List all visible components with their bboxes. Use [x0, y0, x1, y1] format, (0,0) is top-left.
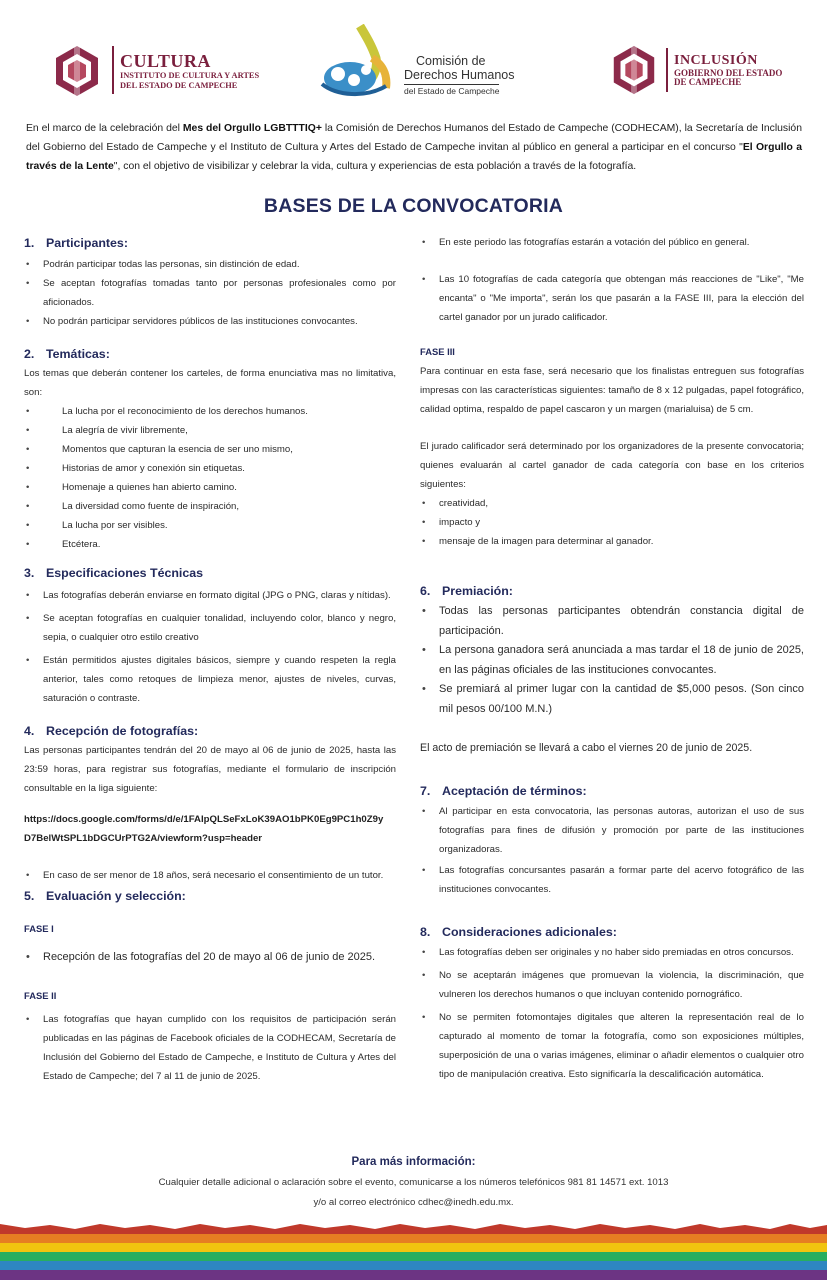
right-column [420, 233, 804, 1084]
section-1-title: Participantes: [46, 236, 128, 250]
list-item: • Todas las personas participantes obtendrán constancia digital de participación. [420, 602, 804, 641]
section-7-heading [420, 782, 804, 800]
fase-2-list [24, 1010, 396, 1086]
list-item: • Etcétera. [24, 535, 396, 554]
footer [0, 1153, 827, 1212]
cultura-title: CULTURA [120, 51, 211, 71]
list-item: • Las fotografías deben ser originales y no haber sido premiadas en otros concursos. [420, 943, 804, 962]
section-4-text: Las personas participantes tendrán del 20 de mayo al 06 de junio de 2025, hasta las 23:59 horas, para registrar sus fotografías, mediante el formulario de inscripción consultable en la liga siguiente: [24, 745, 396, 794]
section-2-intro: Los temas que deberán contener los carteles, de forma enunciativa mas no limitativa, son: [24, 368, 396, 398]
section-4-list [24, 866, 396, 885]
list-item: • impacto y [420, 513, 804, 532]
list-item: • Historias de amor y conexión sin etiquetas. [24, 459, 396, 478]
list-item: • No podrán participar servidores públicos de las instituciones convocantes. [24, 312, 396, 331]
registration-link-line2[interactable]: D7BelWtSPL1bDGCUrPTG2A/viewform?usp=header [24, 833, 263, 844]
inclusion-line2: DE CAMPECHE [674, 77, 742, 87]
section-3-number: 3. [24, 566, 35, 580]
list-item: • La lucha por ser visibles. [24, 516, 396, 535]
left-column [24, 234, 396, 1086]
rainbow-stripe-blue [0, 1261, 827, 1270]
jurado-text: El jurado calificador será determinado por los organizadores de la presente convocatoria; quienes evaluarán al cartel ganador de cada categoría con base en los criterios siguientes: [420, 441, 804, 490]
section-6-text: El acto de premiación se llevará a cabo el viernes 20 de junio de 2025. [420, 742, 753, 754]
intro-paragraph [26, 119, 802, 176]
footer-line-2: y/o al correo electrónico cdhec@inedh.edu.mx. [313, 1197, 514, 1208]
section-4-number: 4. [24, 724, 35, 738]
section-1-list [24, 255, 396, 331]
list-item: • En caso de ser menor de 18 años, será necesario el consentimiento de un tutor. [24, 866, 396, 885]
rainbow-stripe-purple [0, 1270, 827, 1280]
cultura-logo [50, 44, 270, 98]
list-item: • Homenaje a quienes han abierto camino. [24, 478, 396, 497]
codhecam-line2: Derechos Humanos [404, 68, 515, 82]
section-4-title: Recepción de fotografías: [46, 724, 199, 738]
rainbow-banner [0, 1224, 827, 1280]
section-5-title: Evaluación y selección: [46, 889, 186, 903]
list-item: • Las 10 fotografías de cada categoría que obtengan más reacciones de "Like", "Me encanta" o "Me importa", serán los que pasarán a la FASE III, para la elección del cartel ganador por un jurado calificador. [420, 270, 804, 327]
fase-3-label: FASE III [420, 346, 455, 357]
section-4-heading [24, 722, 396, 740]
fase-1-list [24, 948, 396, 968]
codhecam-logo [316, 24, 516, 100]
section-6-heading [420, 582, 804, 600]
section-5-heading [24, 887, 396, 905]
rainbow-stripe-yellow [0, 1243, 827, 1252]
rainbow-stripe-green [0, 1252, 827, 1261]
list-item: • La diversidad como fuente de inspiración, [24, 497, 396, 516]
list-item: • Las fotografías deberán enviarse en formato digital (JPG o PNG, claras y nítidas). [24, 586, 396, 605]
cultura-line2: DEL ESTADO DE CAMPECHE [120, 81, 238, 90]
registration-link[interactable] [24, 810, 396, 848]
section-8-title: Consideraciones adicionales: [442, 925, 617, 939]
list-item: • Recepción de las fotografías del 20 de mayo al 06 de junio de 2025. [24, 948, 396, 968]
cultura-emblem-icon [50, 44, 104, 98]
section-1-number: 1. [24, 236, 35, 250]
section-6-number: 6. [420, 584, 431, 598]
fase-1-label: FASE I [24, 923, 54, 934]
list-item: • Las fotografías concursantes pasarán a formar parte del acervo fotográfico de las instituciones convocantes. [420, 861, 804, 899]
section-3-list [24, 586, 396, 708]
section-6-list [420, 602, 804, 719]
inclusion-emblem-icon [608, 44, 660, 96]
section-2-number: 2. [24, 347, 35, 361]
inclusion-line1: GOBIERNO DEL ESTADO [674, 68, 783, 78]
list-item: • Se aceptan fotografías tomadas tanto por personas profesionales como por aficionados. [24, 274, 396, 312]
codhecam-line3: del Estado de Campeche [404, 86, 500, 96]
section-2-list [24, 402, 396, 554]
footer-line-1: Cualquier detalle adicional o aclaración sobre el evento, comunicarse a los números telefónicos 981 81 14571 ext. 1013 [158, 1177, 669, 1188]
list-item: • Al participar en esta convocatoria, las personas autoras, autorizan el uso de sus fotografías para fines de difusión y promoción por parte de las instituciones organizadoras. [420, 802, 804, 859]
registration-link-line1[interactable]: https://docs.google.com/forms/d/e/1FAIpQLSeFxLoK39AO1bPK0Eg9PC1h0Z9y [24, 814, 384, 825]
inclusion-title: INCLUSIÓN [674, 53, 758, 68]
cultura-line1: INSTITUTO DE CULTURA Y ARTES [120, 71, 260, 80]
footer-heading: Para más información: [351, 1156, 476, 1168]
rainbow-stripe-orange [0, 1234, 827, 1243]
intro-text-3: ", con el objetivo de visibilizar y celebrar la vida, cultura y experiencias de esta población a través de la fotografía. [113, 161, 637, 172]
list-item: • La lucha por el reconocimiento de los derechos humanos. [24, 402, 396, 421]
codhecam-emblem-icon [316, 24, 400, 100]
section-8-heading [420, 923, 804, 941]
section-2-title: Temáticas: [46, 347, 110, 361]
section-8-list [420, 943, 804, 1084]
section-2-heading [24, 345, 396, 363]
fase-3-text: Para continuar en esta fase, será necesario que los finalistas entreguen sus fotografías impresas con las características siguientes: tamaño de 8 x 12 pulgadas, papel fotográfico, calidad optima, respaldo de papel cascaron y un margen (marialuisa) de 5 cm. [420, 366, 804, 415]
list-item: • creatividad, [420, 494, 804, 513]
fase-2-label: FASE II [24, 989, 57, 1001]
section-3-title: Especificaciones Técnicas [46, 566, 204, 580]
list-item: • La persona ganadora será anunciada a mas tardar el 18 de junio de 2025, en las páginas oficiales de las instituciones convocantes. [420, 641, 804, 680]
section-7-list [420, 802, 804, 899]
inclusion-logo [608, 44, 788, 98]
intro-bold-1: Mes del Orgullo LGBTTTIQ+ [182, 123, 322, 134]
list-item: • Las fotografías que hayan cumplido con los requisitos de participación serán publicadas en las páginas de Facebook oficiales de la CODHECAM, Secretaría de Inclusión del Gobierno del Estado de Campeche, e Instituto de Cultura y Artes del Estado de Campeche; del 7 al 11 de junio de 2025. [24, 1010, 396, 1086]
page-title: BASES DE LA CONVOCATORIA [263, 195, 564, 217]
intro-text-1: En el marco de la celebración del [26, 123, 183, 134]
section-6-title: Premiación: [442, 584, 513, 598]
list-item: • mensaje de la imagen para determinar al ganador. [420, 532, 804, 551]
list-item: • Se premiará al primer lugar con la cantidad de $5,000 pesos. (Son cinco mil pesos 00/100 M.N.) [420, 680, 804, 719]
section-7-number: 7. [420, 784, 431, 798]
section-3-heading [24, 564, 396, 582]
list-item: • La alegría de vivir libremente, [24, 421, 396, 440]
list-item: • En este periodo las fotografías estarán a votación del público en general. [420, 233, 804, 252]
list-item: • No se aceptarán imágenes que promuevan la violencia, la discriminación, que vulneren los derechos humanos o que incluyan contenido pornográfico. [420, 966, 804, 1004]
fase-2-continued-list [420, 233, 804, 327]
section-5-number: 5. [24, 889, 35, 903]
intro-bold-2: El Orgullo a través de la Lente [26, 142, 802, 172]
list-item: • Se aceptan fotografías en cualquier tonalidad, incluyendo color, blanco y negro, sepia, o cualquier otro estilo creativo [24, 609, 396, 647]
criterios-list [420, 494, 804, 551]
intro-text-2: la Comisión de Derechos Humanos del Estado de Campeche (CODHECAM), la Secretaría de Inclusión del Gobierno del Estado de Campeche y el Instituto de Cultura y Artes del Estado de Campeche invitan al público en general a participar en el concurso " [26, 123, 802, 153]
codhecam-line1: Comisión de [416, 54, 486, 68]
list-item: • No se permiten fotomontajes digitales que alteren la representación real de lo capturado al momento de tomar la fotografía, como son exposiciones múltiples, superposición de una o varias imágenes, eliminar o añadir elementos o cualquier otro tipo de manipulación creativa. Esto significaría la descalificación automática. [420, 1008, 804, 1084]
section-8-number: 8. [420, 925, 431, 939]
section-7-title: Aceptación de términos: [442, 784, 587, 798]
list-item: • Momentos que capturan la esencia de ser uno mismo, [24, 440, 396, 459]
list-item: • Están permitidos ajustes digitales básicos, siempre y cuando respeten la regla anterior, tales como retoques de limpieza menor, ajustes de niveles, curvas, saturación o contraste. [24, 651, 396, 708]
section-1-heading [24, 234, 396, 252]
torn-paper-edge [0, 1219, 827, 1231]
list-item: • Podrán participar todas las personas, sin distinción de edad. [24, 255, 396, 274]
